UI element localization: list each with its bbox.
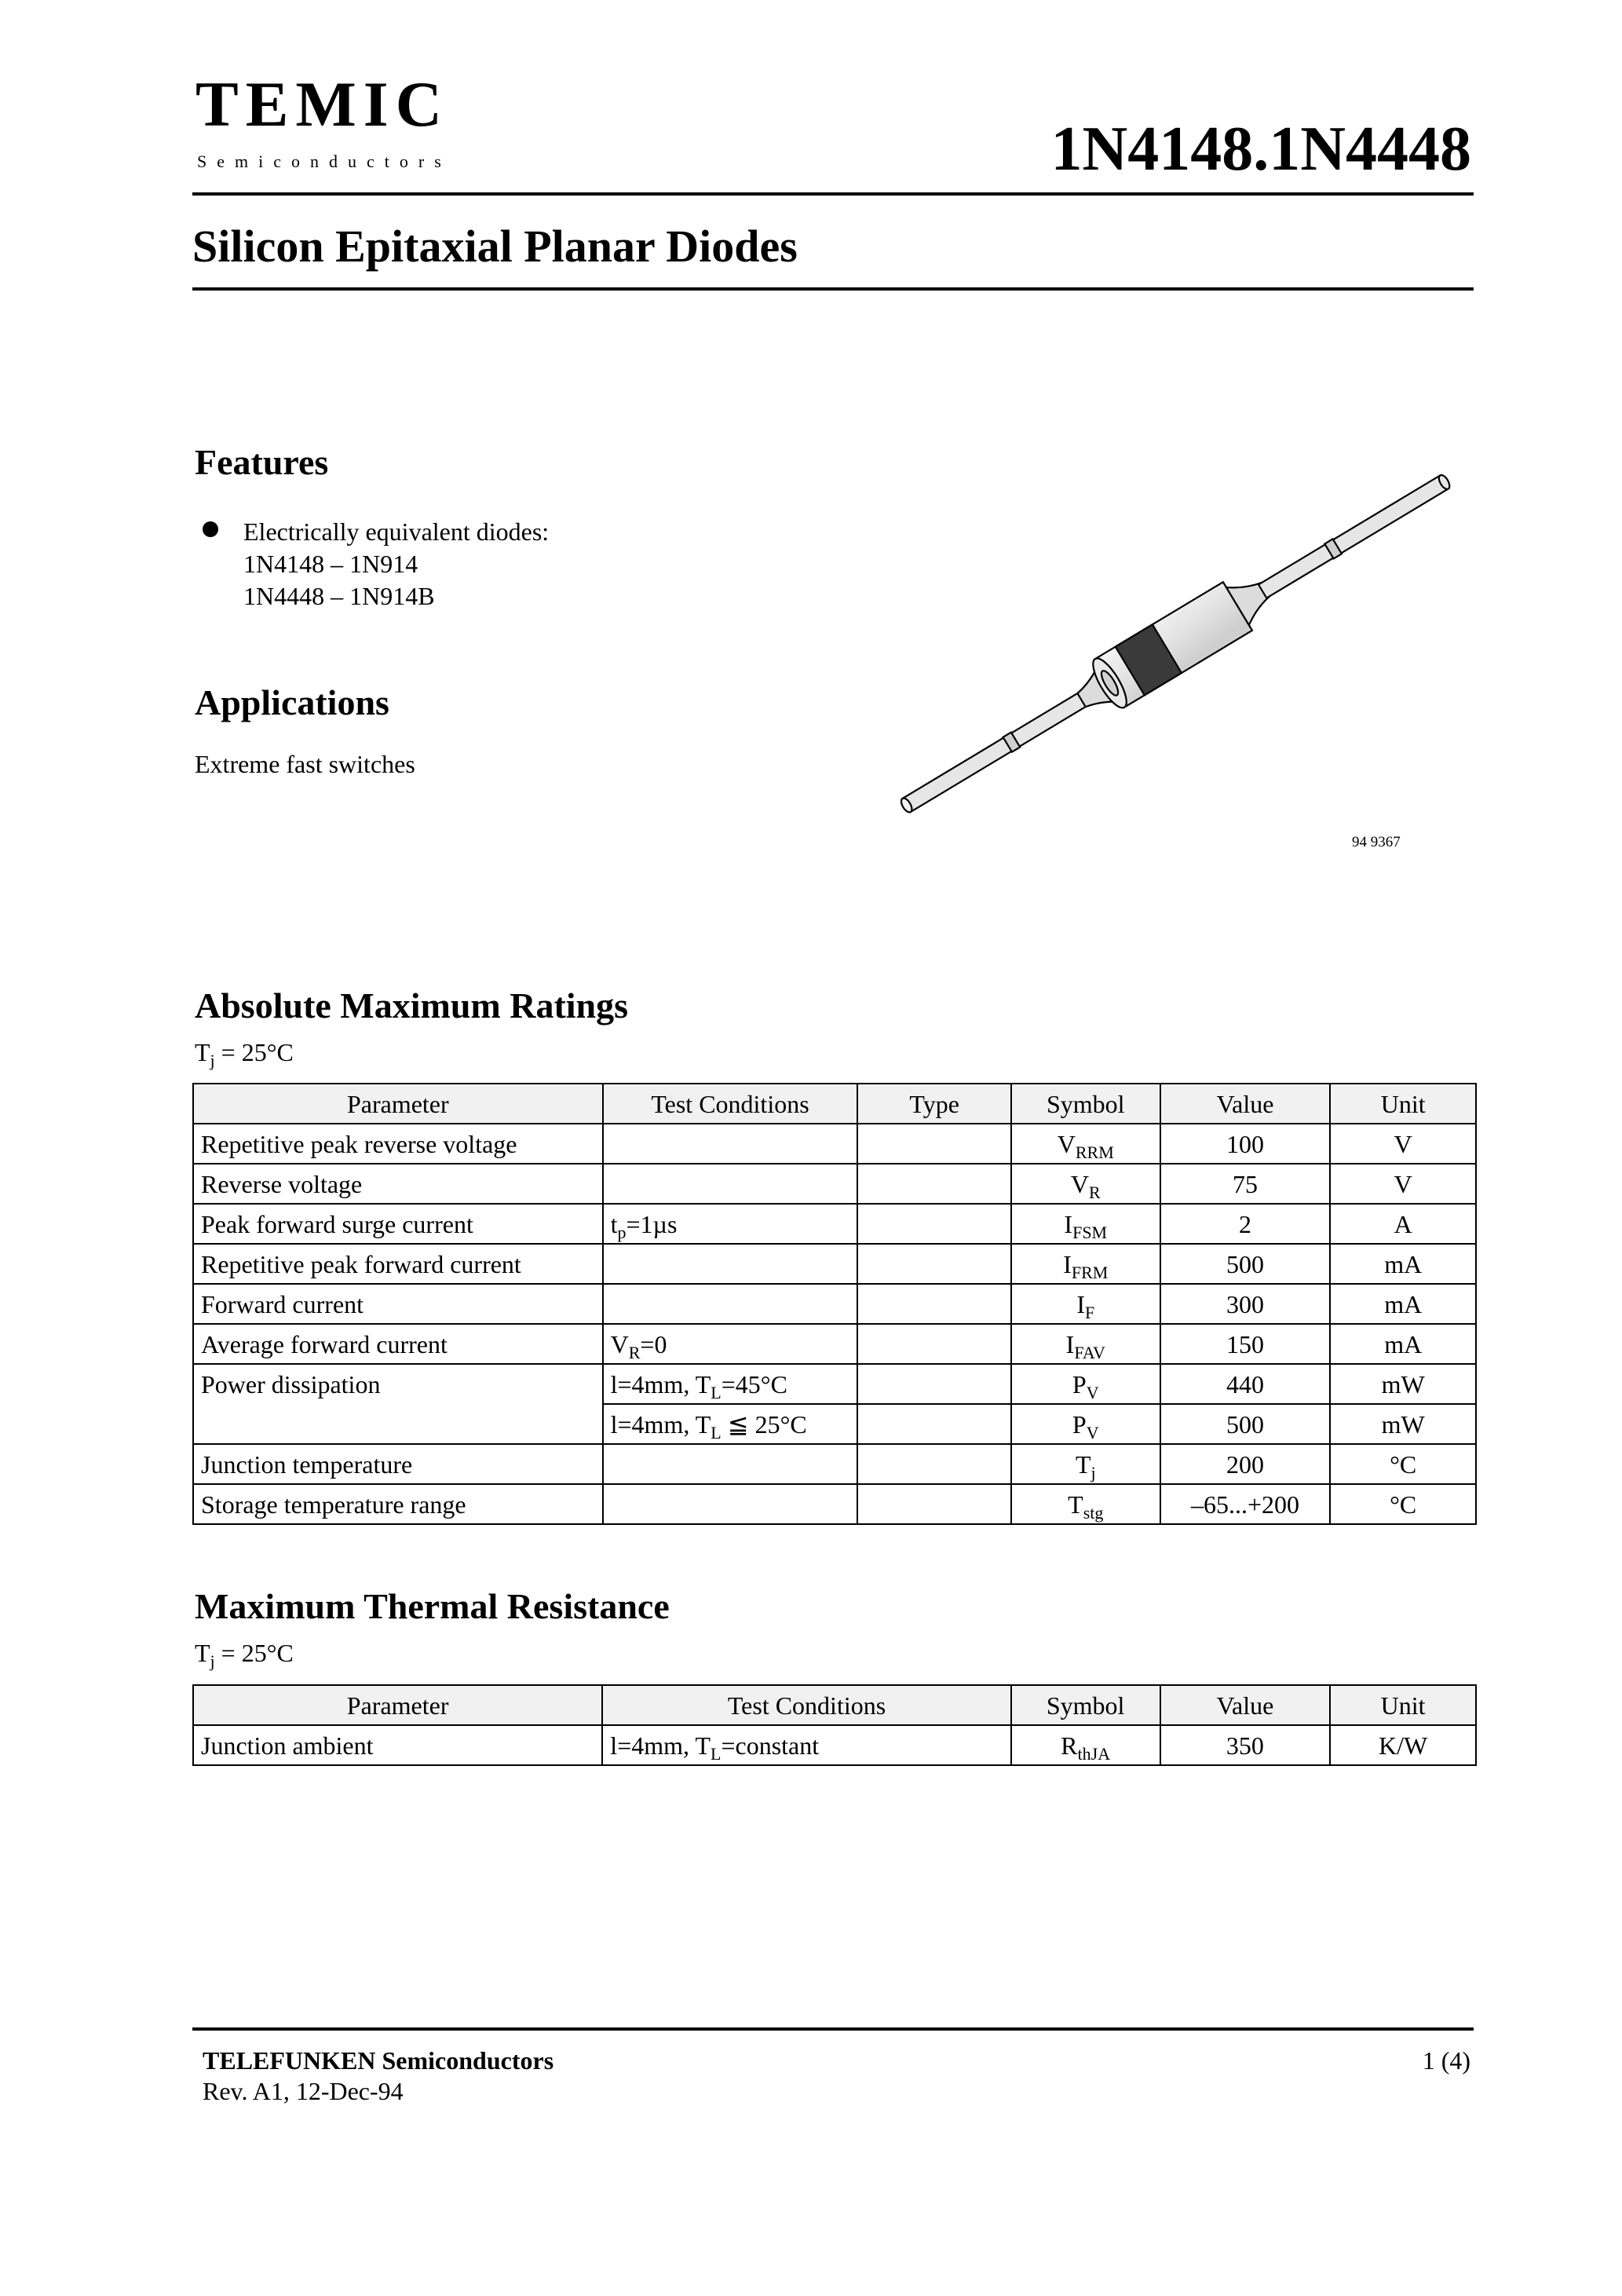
part-number: 1N4148.1N4448 [1050, 115, 1471, 184]
type-cell [857, 1324, 1011, 1364]
symbol-cell: $V_R$ [1011, 1164, 1160, 1204]
column-header: Value [1160, 1084, 1331, 1124]
table-row [193, 1364, 1476, 1404]
company-logo: TEMIC [195, 68, 449, 140]
features-list [243, 516, 549, 612]
table-row [193, 1324, 1476, 1364]
column-header: Parameter [193, 1685, 602, 1725]
param-cell: Junction ambient [193, 1725, 602, 1765]
type-cell [857, 1484, 1011, 1524]
value-cell: –65...+200 [1160, 1484, 1331, 1524]
param-cell: Reverse voltage [193, 1164, 603, 1204]
footer-brand: TELEFUNKEN Semiconductors [203, 2046, 554, 2075]
type-cell [857, 1284, 1011, 1324]
table-header-row [193, 1685, 1476, 1725]
param-cell: Power dissipation [193, 1364, 603, 1404]
condition-cell [603, 1164, 858, 1204]
table-header-row [193, 1084, 1476, 1124]
column-header: Symbol [1011, 1084, 1160, 1124]
value-cell: 500 [1160, 1244, 1331, 1284]
table-row [193, 1204, 1476, 1244]
param-cell: Junction temperature [193, 1444, 603, 1484]
condition-cell: l=4mm, $T_L$ ≦ 25°C [603, 1404, 858, 1444]
page-number: 1 (4) [1422, 2046, 1470, 2075]
unit-cell: V [1330, 1124, 1476, 1164]
abs-max-heading: Absolute Maximum Ratings [195, 985, 629, 1026]
condition-cell [603, 1244, 858, 1284]
table-row [193, 1444, 1476, 1484]
param-cell: Peak forward surge current [193, 1204, 603, 1244]
column-header: Value [1160, 1685, 1331, 1725]
thermal-condition: $T_j = 25^\circ C$ [195, 1639, 294, 1671]
footer-rule [192, 2027, 1474, 2031]
title-rule [192, 287, 1474, 291]
value-cell: 500 [1160, 1404, 1331, 1444]
column-header: Test Conditions [602, 1685, 1010, 1725]
condition-cell: $t_p=1\mu s$ [603, 1204, 858, 1244]
symbol-cell: $I_{FSM}$ [1011, 1204, 1160, 1244]
unit-cell: K/W [1330, 1725, 1476, 1765]
diode-illustration [864, 459, 1476, 828]
unit-cell: A [1330, 1204, 1476, 1244]
unit-cell: °C [1330, 1484, 1476, 1524]
diode-drawing [889, 459, 1463, 828]
column-header: Test Conditions [603, 1084, 858, 1124]
page-title: Silicon Epitaxial Planar Diodes [192, 221, 798, 272]
type-cell [857, 1164, 1011, 1204]
feature-item: Electrically equivalent diodes: [243, 517, 550, 546]
footer-revision: Rev. A1, 12-Dec-94 [203, 2077, 404, 2105]
column-header: Symbol [1011, 1685, 1160, 1725]
value-cell: 75 [1160, 1164, 1331, 1204]
thermal-table [192, 1684, 1477, 1766]
value-cell: 440 [1160, 1364, 1331, 1404]
type-cell [857, 1444, 1011, 1484]
unit-cell: mA [1330, 1324, 1476, 1364]
figure-number: 94 9367 [1352, 834, 1401, 850]
value-cell: 350 [1160, 1725, 1331, 1765]
table-row [193, 1404, 1476, 1444]
column-header: Parameter [193, 1084, 603, 1124]
column-header: Type [857, 1084, 1011, 1124]
table-row [193, 1244, 1476, 1284]
column-header: Unit [1330, 1685, 1476, 1725]
condition-cell [603, 1284, 858, 1324]
bullet-icon [203, 521, 218, 537]
param-cell: Average forward current [193, 1324, 603, 1364]
table-row [193, 1484, 1476, 1524]
symbol-cell: $P_V$ [1011, 1364, 1160, 1404]
table-row [193, 1725, 1476, 1765]
company-logo-subtitle: Semiconductors [197, 152, 451, 171]
value-cell: 100 [1160, 1124, 1331, 1164]
equivalent-item: 1N4148 – 1N914 [243, 549, 418, 578]
applications-heading: Applications [195, 682, 389, 722]
features-heading: Features [195, 442, 329, 482]
symbol-cell: $T_{stg}$ [1011, 1484, 1160, 1524]
abs-max-condition: $T_j = 25^\circ C$ [195, 1038, 294, 1070]
unit-cell: °C [1330, 1444, 1476, 1484]
value-cell: 150 [1160, 1324, 1331, 1364]
type-cell [857, 1244, 1011, 1284]
symbol-cell: $P_V$ [1011, 1404, 1160, 1444]
param-cell: Repetitive peak reverse voltage [193, 1124, 603, 1164]
type-cell [857, 1404, 1011, 1444]
unit-cell: mW [1330, 1404, 1476, 1444]
value-cell: 2 [1160, 1204, 1331, 1244]
symbol-cell: $I_F$ [1011, 1284, 1160, 1324]
symbol-cell: $R_{thJA}$ [1011, 1725, 1160, 1765]
unit-cell: mA [1330, 1244, 1476, 1284]
type-cell [857, 1204, 1011, 1244]
condition-cell [603, 1484, 858, 1524]
thermal-heading: Maximum Thermal Resistance [195, 1586, 670, 1626]
param-cell: Storage temperature range [193, 1484, 603, 1524]
param-cell [193, 1404, 603, 1444]
equivalent-item: 1N4448 – 1N914B [243, 581, 435, 610]
applications-text: Extreme fast switches [195, 750, 415, 778]
condition-cell: $V_R=0$ [603, 1324, 858, 1364]
condition-cell: l=4mm, $T_L=constant$ [602, 1725, 1010, 1765]
symbol-cell: $I_{FRM}$ [1011, 1244, 1160, 1284]
condition-cell [603, 1444, 858, 1484]
symbol-cell: $V_{RRM}$ [1011, 1124, 1160, 1164]
table-row [193, 1284, 1476, 1324]
type-cell [857, 1124, 1011, 1164]
type-cell [857, 1364, 1011, 1404]
symbol-cell: $I_{FAV}$ [1011, 1324, 1160, 1364]
value-cell: 200 [1160, 1444, 1331, 1484]
condition-cell: l=4mm, $T_L=45^\circ C$ [603, 1364, 858, 1404]
param-cell: Repetitive peak forward current [193, 1244, 603, 1284]
header-rule [192, 192, 1474, 196]
unit-cell: mW [1330, 1364, 1476, 1404]
value-cell: 300 [1160, 1284, 1331, 1324]
table-row [193, 1164, 1476, 1204]
unit-cell: V [1330, 1164, 1476, 1204]
condition-cell [603, 1124, 858, 1164]
unit-cell: mA [1330, 1284, 1476, 1324]
abs-max-table [192, 1083, 1477, 1525]
symbol-cell: $T_j$ [1011, 1444, 1160, 1484]
param-cell: Forward current [193, 1284, 603, 1324]
column-header: Unit [1330, 1084, 1476, 1124]
table-row [193, 1124, 1476, 1164]
